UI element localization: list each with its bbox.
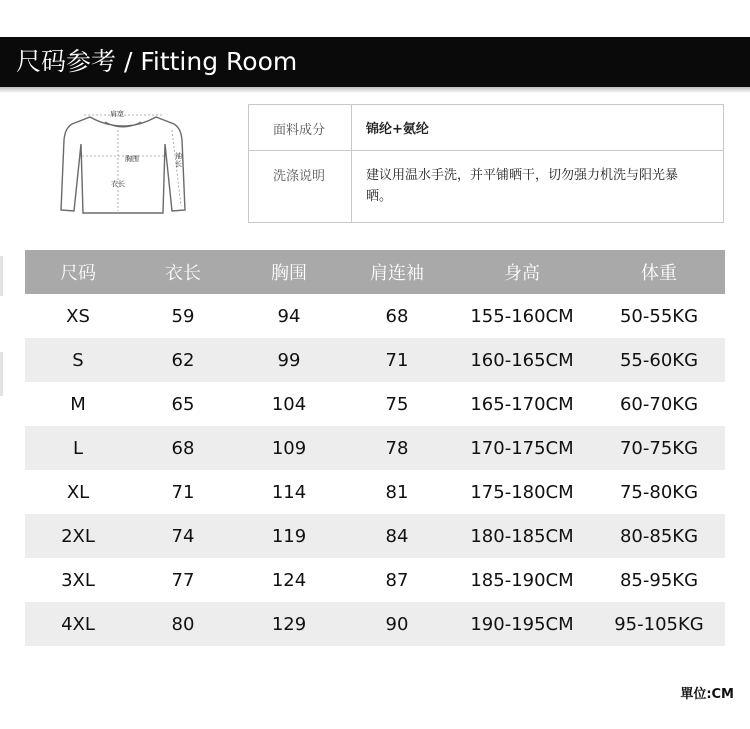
- length-label: 衣长: [111, 180, 125, 188]
- cell-size: M: [70, 393, 86, 415]
- cell-sleeve: 75: [385, 393, 409, 415]
- cell-size: 2XL: [61, 525, 95, 547]
- cell-weight: 80-85KG: [619, 525, 699, 547]
- cell-weight: 85-95KG: [619, 569, 699, 591]
- cell-sleeve: 81: [385, 481, 409, 503]
- table-row: [25, 558, 725, 602]
- cell-size: S: [72, 349, 84, 371]
- title-shadow: [0, 87, 750, 93]
- header-sleeve: 肩连袖: [370, 263, 424, 284]
- cell-sleeve: 68: [385, 305, 409, 327]
- left-edge-mark: [0, 352, 3, 396]
- header-chest: 胸围: [271, 263, 307, 284]
- cell-weight: 55-60KG: [619, 349, 699, 371]
- washing-key: 洗涤说明: [249, 151, 352, 223]
- cell-size: XS: [66, 305, 90, 327]
- unit-note: 單位:CM: [680, 687, 734, 702]
- cell-chest: 104: [271, 393, 307, 415]
- page-title: 尺码参考 / Fitting Room: [16, 47, 298, 76]
- cell-height: 175-180CM: [470, 481, 574, 503]
- table-row: [25, 514, 725, 558]
- cell-height: 180-185CM: [470, 525, 574, 547]
- washing-value: 建议用温水手洗，并平铺晒干，切勿强力机洗与阳光暴晒。: [352, 151, 724, 223]
- cell-length: 62: [171, 349, 195, 371]
- header-height: 身高: [504, 263, 540, 284]
- cell-height: 155-160CM: [470, 305, 574, 327]
- cell-chest: 114: [271, 481, 307, 503]
- cell-length: 68: [171, 437, 195, 459]
- cell-chest: 94: [277, 305, 301, 327]
- cell-height: 170-175CM: [470, 437, 574, 459]
- cell-height: 160-165CM: [470, 349, 574, 371]
- fabric-key: 面料成分: [249, 105, 352, 151]
- cell-weight: 75-80KG: [619, 481, 699, 503]
- cell-chest: 129: [271, 613, 307, 635]
- cell-size: L: [72, 437, 84, 459]
- size-table-body: [25, 294, 725, 646]
- title-bar: [0, 37, 750, 87]
- fabric-value: 锦纶+氨纶: [352, 105, 724, 151]
- table-row: [25, 426, 725, 470]
- table-row: [25, 602, 725, 646]
- cell-weight: 70-75KG: [619, 437, 699, 459]
- fabric-row: [249, 105, 724, 151]
- size-chart-table: [25, 250, 725, 646]
- cell-chest: 99: [277, 349, 301, 371]
- cell-height: 185-190CM: [470, 569, 574, 591]
- product-info-table: [248, 104, 724, 223]
- header-weight: 体重: [641, 263, 677, 284]
- cell-sleeve: 78: [385, 437, 409, 459]
- cell-sleeve: 87: [385, 569, 409, 591]
- cell-height: 190-195CM: [470, 613, 574, 635]
- cell-sleeve: 71: [385, 349, 409, 371]
- cell-weight: 95-105KG: [614, 613, 704, 635]
- cell-height: 165-170CM: [470, 393, 574, 415]
- cell-length: 65: [171, 393, 195, 415]
- cell-chest: 124: [271, 569, 307, 591]
- table-row: [25, 338, 725, 382]
- header-length: 衣长: [165, 263, 201, 284]
- cell-length: 77: [171, 569, 195, 591]
- chest-label: 胸围: [125, 155, 139, 163]
- cell-size: XL: [66, 481, 90, 503]
- cell-size: 4XL: [61, 613, 95, 635]
- cell-chest: 109: [271, 437, 307, 459]
- table-row: [25, 470, 725, 514]
- cell-chest: 119: [271, 525, 307, 547]
- header-size: 尺码: [60, 263, 96, 284]
- cell-size: 3XL: [61, 569, 95, 591]
- shoulder-label: 肩宽: [110, 110, 124, 118]
- table-row: [25, 382, 725, 426]
- washing-row: [249, 151, 724, 223]
- cell-length: 80: [171, 613, 195, 635]
- cell-length: 59: [171, 305, 195, 327]
- left-edge-mark: [0, 256, 3, 296]
- cell-sleeve: 90: [385, 613, 409, 635]
- sweater-outline: [61, 117, 185, 213]
- cell-length: 71: [171, 481, 195, 503]
- size-table-header: [25, 250, 725, 294]
- garment-diagram: [48, 100, 198, 225]
- sleeve-measure-line: [172, 130, 181, 206]
- cell-weight: 60-70KG: [619, 393, 699, 415]
- cell-sleeve: 84: [385, 525, 409, 547]
- sleeve-label: 袖长: [175, 152, 182, 168]
- cell-weight: 50-55KG: [619, 305, 699, 327]
- table-row: [25, 294, 725, 338]
- cell-length: 74: [171, 525, 195, 547]
